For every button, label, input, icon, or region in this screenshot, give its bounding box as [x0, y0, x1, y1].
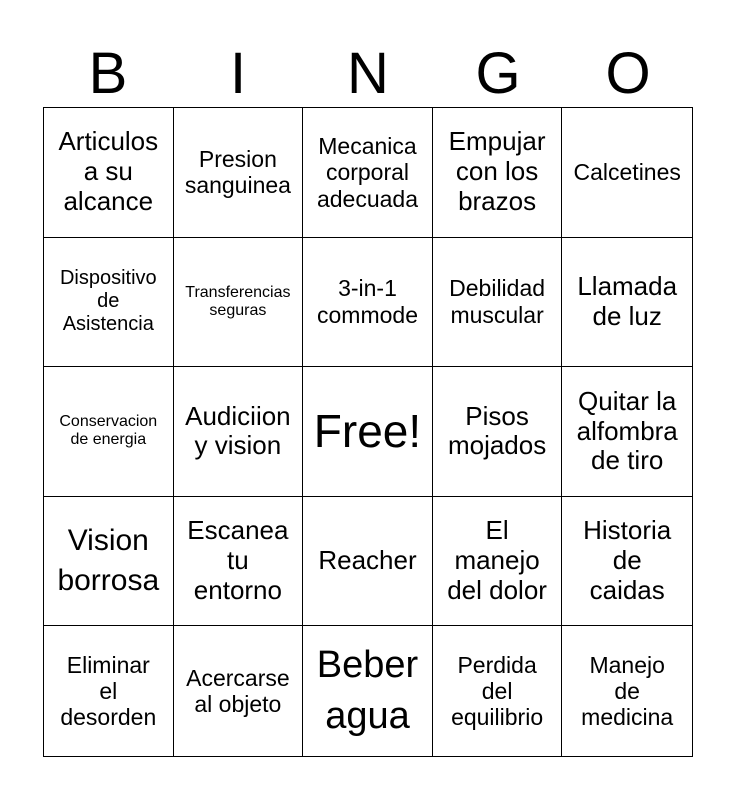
bingo-cell[interactable] — [44, 238, 174, 368]
bingo-cell-label: Free! — [313, 405, 422, 458]
bingo-cell-label: Dispositivo de Asistencia — [59, 267, 157, 336]
bingo-cell[interactable] — [433, 626, 563, 756]
bingo-cell-label: El manejo del dolor — [447, 515, 547, 606]
bingo-cell[interactable] — [303, 108, 433, 238]
bingo-cell-label: Beber agua — [316, 643, 419, 738]
bingo-cell-label: Quitar la alfombra de tiro — [576, 385, 678, 476]
bingo-cell[interactable] — [174, 238, 304, 368]
bingo-cell-label: Conservacion de energia — [59, 413, 158, 449]
bingo-cell[interactable] — [174, 108, 304, 238]
bingo-cell[interactable] — [174, 367, 304, 497]
bingo-cell[interactable] — [562, 108, 692, 238]
bingo-cell-label: 3-in-1 commode — [317, 275, 418, 328]
bingo-board — [43, 107, 693, 757]
bingo-cell[interactable] — [44, 626, 174, 756]
bingo-cell-label: Calcetines — [573, 159, 681, 186]
bingo-cell-label: Manejo de medicina — [581, 651, 674, 731]
bingo-cell-label: Perdida del equilibrio — [451, 651, 544, 731]
bingo-cell[interactable] — [303, 626, 433, 756]
header-letter-n: N — [347, 41, 389, 106]
bingo-cell-label: Presion sanguinea — [184, 145, 291, 199]
bingo-cell[interactable] — [433, 238, 563, 368]
bingo-cell[interactable] — [174, 626, 304, 756]
bingo-cell[interactable] — [174, 497, 304, 627]
bingo-cell[interactable] — [433, 367, 563, 497]
bingo-cell[interactable] — [433, 497, 563, 627]
bingo-cell[interactable] — [303, 497, 433, 627]
bingo-header — [43, 42, 693, 106]
bingo-cell-label: Llamada de luz — [577, 271, 678, 331]
bingo-cell-label: Debilidad muscular — [449, 275, 546, 328]
header-letter-g: G — [475, 41, 521, 106]
bingo-cell[interactable] — [44, 497, 174, 627]
bingo-cell-label: Articulos a su alcance — [58, 126, 159, 217]
bingo-cell-label: Mecanica corporal adecuada — [316, 132, 419, 212]
header-letter-b: B — [88, 41, 128, 106]
bingo-cell[interactable] — [562, 497, 692, 627]
bingo-cell-label: Historia de caidas — [583, 515, 672, 606]
bingo-cell-label: Acercarse al objeto — [186, 664, 290, 718]
bingo-cell[interactable] — [562, 238, 692, 368]
bingo-cell[interactable] — [44, 367, 174, 497]
header-letter-i: I — [229, 41, 247, 106]
bingo-cell[interactable] — [303, 238, 433, 368]
bingo-cell-free[interactable] — [303, 367, 433, 497]
bingo-cell-label: Transferencias seguras — [185, 283, 291, 319]
bingo-cell-label: Reacher — [318, 545, 417, 576]
bingo-cell[interactable] — [562, 626, 692, 756]
bingo-cell[interactable] — [44, 108, 174, 238]
bingo-cell-label: Audiciion y vision — [185, 400, 291, 461]
bingo-cell-label: Empujar con los brazos — [448, 126, 546, 217]
bingo-cell[interactable] — [433, 108, 563, 238]
bingo-cell-label: Eliminar el desorden — [60, 651, 157, 731]
header-letter-o: O — [605, 41, 651, 106]
bingo-cell-label: Vision borrosa — [57, 523, 160, 598]
bingo-cell-label: Escanea tu entorno — [187, 515, 289, 606]
bingo-cell-label: Pisos mojados — [447, 400, 547, 461]
bingo-cell[interactable] — [562, 367, 692, 497]
